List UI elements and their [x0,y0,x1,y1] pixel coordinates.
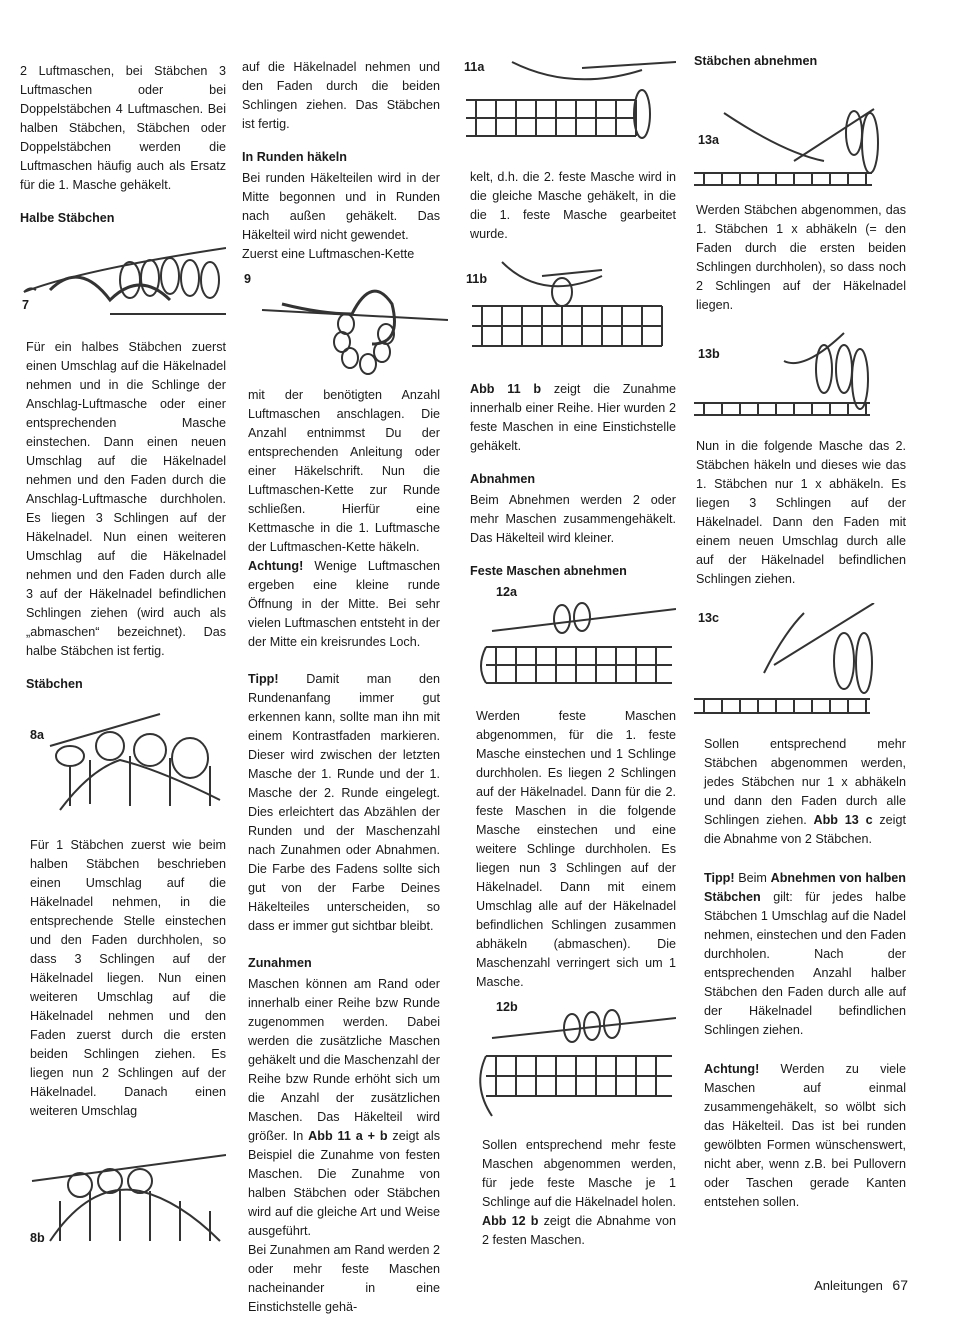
column-3-body [470,380,676,581]
figure-7 [20,230,226,322]
figure-12b [462,998,676,1126]
crochet-illustration-9 [242,268,448,378]
paragraph-zunahmen [248,975,440,1241]
crochet-illustration-11a [462,52,676,158]
crochet-illustration-13c [694,603,906,725]
paragraph-sollen-feste [482,1136,676,1250]
column-2 [242,58,440,1331]
heading-abnahmen: Abnahmen [470,472,536,486]
figure-label-13b: 13b [698,347,720,361]
figure-8b [20,1151,226,1247]
figure-13a [694,73,906,191]
zunahmen-text-2: zeigt als Beispiel die Zunahme von festen Maschen. Die Zunahme von halben Stäbchen oder Stäbchen wird auf die gleiche Art und Weise ausgeführt. [248,1129,441,1238]
figure-label-11a: 11a [464,60,485,74]
crochet-illustration-12a [462,583,676,695]
13c-text-1: Sollen entsprechend mehr Stäbchen abgenommen werden, jedes Stäbchen nur 1 x abhäkeln und dann den Faden durch alle Schlingen ziehen. [704,737,906,827]
column-3 [462,52,676,1264]
column-4 [694,52,906,1226]
figure-8a [20,706,226,816]
abb-12b-ref: Abb 12 b [482,1214,539,1228]
heading-halbe-staebchen: Halbe Stäbchen [20,211,115,225]
figure-label-7: 7 [22,298,30,312]
paragraph-staebchen-fertig: auf die Häkelnadel nehmen und den Faden durch die beiden Schlingen ziehen. Das Stäbchen ist fertig. [242,60,440,131]
paragraph-halbe-staebchen: Für ein halbes Stäbchen zuerst einen Umschlag auf die Häkelnadel nehmen und in die Schlinge der Anschlag-Luftmasche oder einer entsprechenden Masche einstechen. Dann einen neuen Umschlag auf die Häkelnadel nehmen und den Faden durch die Anschlag-Luftmasche durchholen. Es liegen 3 Schlingen auf der Häkelnadel. Nun einen weiteren Umschlag auf die Häkelnadel nehmen und den Faden durch alle 3 auf der Häkelnadel befindlichen Schlingen ziehen (wird auch als „abmaschen“ bezeichnet). Das halbe Stäbchen ist fertig. [26,340,226,658]
paragraph-runden: Bei runden Häkelteilen wird in der Mitte begonnen und in Runden nach außen gehäkelt. Das Häkelteil wird nicht gewendet. [242,171,440,242]
column-1 [20,62,226,1263]
sollen-feste-text-1: Sollen entsprechend mehr feste Maschen abgenommen werden, für jede feste Masche je 1 Schlinge auf die Häkelnadel holen. [482,1138,676,1209]
tipp-text-1: Beim [734,871,771,885]
figure-label-12a: 12a [496,585,518,599]
sollen-feste-text-2: zeigt die Abnahme von 2 festen Maschen. [482,1214,676,1247]
abb-11b-ref: Abb 11 b [470,382,542,396]
crochet-illustration-12b [462,998,676,1126]
paragraph-feste-abnehmen: Werden feste Maschen abgenommen, für die 1. feste Masche einstechen und 1 Schlinge durchholen. Es liegen 2 Schlingen auf der Häkelnadel. Dann für die 2. feste Maschen in die folgende Masche einstechen und eine weitere Schlinge durchholen. Es liegen nun 3 Schlingen auf der Häkelnadel. Dann mit einem Umschlag alle auf der Häkelnadel befindlichen Schlingen zusammen abhäkeln (abmaschen). Die Maschenzahl verringert sich um 1 Masche. [476,709,676,989]
figure-12a [462,583,676,695]
figure-label-11b: 11b [466,272,488,286]
zunahmen-text-1: Maschen können am Rand oder innerhalb einer Reihe bzw Runde zugenommen werden. Dabei werden die zusätzliche Maschen gehäkelt und die Maschenzahl der Reihe bzw Runde erhöht sich um die Anzahl der zusätzlichen Maschen. Das Häkelteil wird größer. In [248,977,440,1143]
heading-staebchen: Stäbchen [26,677,83,691]
achtung-text-col4: Werden zu viele Maschen auf einmal zusammengehäkelt, so wölbt sich das Häkelteil. Das ist bei runden gewölbten Formen wünschenswert, nicht aber, wenn z.B. bei Pullovern oder Taschen gerade Kanten entstehen sollen. [704,1062,906,1209]
abb-13c-ref: Abb 13 c [813,813,873,827]
figure-label-9: 9 [244,272,252,286]
tipp-text: Damit man den Rundenanfang immer gut erkennen kann, sollte man ihn mit einem Kontrastfaden markieren. Dieser wird zwischen der letzten Masche der 1. Runde und der 1. Masche der 2. Runde eingelegt. Dies erleichtert das Abzählen der Runden und der Maschenzahl nach Zunahmen oder Abnahmen. Die Farbe des Fadens sollte sich gut von der Farbe Deines Häkelteiles unterscheiden, so dass er immer gut sichtbar bleibt. [248,672,440,933]
page-footer [814,1277,908,1293]
figure-label-12b: 12b [496,1000,518,1014]
footer-section: Anleitungen [814,1278,883,1293]
tipp-text-2: gilt: für jedes halbe Stäbchen 1 Umschlag auf die Nadel nehmen, einstechen und den Faden durchholen. Nach der entsprechenden Anzahl halber Stäbchen den Faden durch alle auf der Häkelnadel befindlichen Schlingen ziehen. [704,890,906,1037]
figure-9 [242,268,448,378]
paragraph-achtung [248,557,440,652]
paragraph-tipp-halbe [704,869,906,1040]
tipp-label-col4: Tipp! [704,871,735,885]
achtung-label: Achtung! [248,559,304,573]
column-2-body [248,386,440,1317]
heading-staebchen-abnehmen: Stäbchen abnehmen [694,54,818,68]
heading-feste-maschen-abnehmen: Feste Maschen abnehmen [470,564,627,578]
crochet-illustration-13a [694,73,906,191]
paragraph-intro: 2 Luftmaschen, bei Stäbchen 3 Luftmaschen oder bei Doppelstäbchen 4 Luftmaschen. Bei halben Stäbchen, Stäbchen oder Doppelstäbchen werden die Luftmaschen häufig auch als Ersatz für die 1. Masche gehäkelt. [20,64,226,192]
tipp-bold: Abnehmen von halben Stäbchen [704,871,906,904]
paragraph-11b-text: zeigt die Zunahme innerhalb einer Reihe. Hier wurden 2 feste Maschen in eine Einstichstelle gehäkelt. [470,382,676,453]
figure-label-8a: 8a [30,728,45,742]
paragraph-13b: Nun in die folgende Masche das 2. Stäbchen häkeln und dieses wie das 1. Stäbchen nur 1 x abhäkeln. Es liegen 3 Schlingen auf der Häkelnadel. Dann den Faden mit einem neuen Umschlag durch alle auf der Häkelnadel befindlichen Schlingen ziehen. [696,439,906,586]
paragraph-13a: Werden Stäbchen abgenommen, das 1. Stäbchen 1 x abhäkeln (= den Faden durch die ersten beiden Schlingen durchholen), so dass noch 2 Schlingen auf der Häkelnadel liegen. [696,203,906,312]
figure-label-8b: 8b [30,1231,45,1245]
figure-11b [462,256,676,364]
tipp-label: Tipp! [248,672,279,686]
achtung-label-col4: Achtung! [704,1062,760,1076]
page-number: 67 [892,1277,908,1293]
achtung-text: Wenige Luftmaschen ergeben eine kleine runde Öffnung in der Mitte. Bei sehr vielen Luftmaschen entsteht in der der Mitte ein kreisrundes Loch. [248,559,440,649]
crochet-illustration-11b [462,256,676,364]
heading-in-runden-haekeln: In Runden häkeln [242,150,347,164]
paragraph-13c [704,735,906,849]
heading-zunahmen: Zunahmen [248,956,312,970]
paragraph-kelt: kelt, d.h. die 2. feste Masche wird in die gleiche Masche gehäkelt, in die die 1. feste Masche gearbeitet wurde. [470,170,676,241]
paragraph-kette [248,386,440,557]
paragraph-zuerst: Zuerst eine Luftmaschen-Kette [242,247,415,261]
paragraph-staebchen: Für 1 Stäbchen zuerst wie beim halben Stäbchen beschrieben einen Umschlag auf die Häkelnadel nehmen, in die entsprechende Stelle einstechen und den Faden durchholen, so dass 3 Schlingen auf der Häkelnadel liegen. Nun einen weiteren Umschlag auf die Häkelnadel nehmen und den Faden zuerst durch die ersten beiden Schlingen ziehen. Es liegen nun 2 Schlingen auf der Häkelnadel. Danach einen weiteren Umschlag [30,838,226,1118]
crochet-illustration-13b [694,329,906,425]
figure-13b [694,329,906,425]
kette-text: mit der benötigten Anzahl Luftmaschen anschlagen. Die Anzahl entnimmst Du der entsprechenden Anleitung oder einer Häkelschrift. Nun die Luftmaschen-Kette zur Runde schließen. Hierfür eine Kettmasche in die 1. Luftmasche der Luftmaschen-Kette häkeln. [248,388,440,554]
crochet-illustration-8a [20,706,226,816]
paragraph-achtung-col4 [704,1060,906,1212]
13c-text-2: zeigt die Abnahme von 2 Stäbchen. [704,813,906,846]
figure-label-13c: 13c [698,611,720,625]
paragraph-zunahmen-rand: Bei Zunahmen am Rand werden 2 oder mehr feste Maschen nacheinander in eine Einstichstelle gehä- [248,1243,440,1314]
paragraph-11b [470,380,676,456]
figure-11a [462,52,676,158]
paragraph-tipp [248,670,440,936]
crochet-illustration-8b [20,1151,226,1247]
figure-13c [694,603,906,725]
paragraph-abnahmen: Beim Abnehmen werden 2 oder mehr Maschen zusammengehäkelt. Das Häkelteil wird kleiner. [470,493,676,545]
abb-11ab-ref: Abb 11 a + b [308,1129,388,1143]
figure-label-13a: 13a [698,133,720,147]
crochet-illustration-7 [20,230,226,322]
